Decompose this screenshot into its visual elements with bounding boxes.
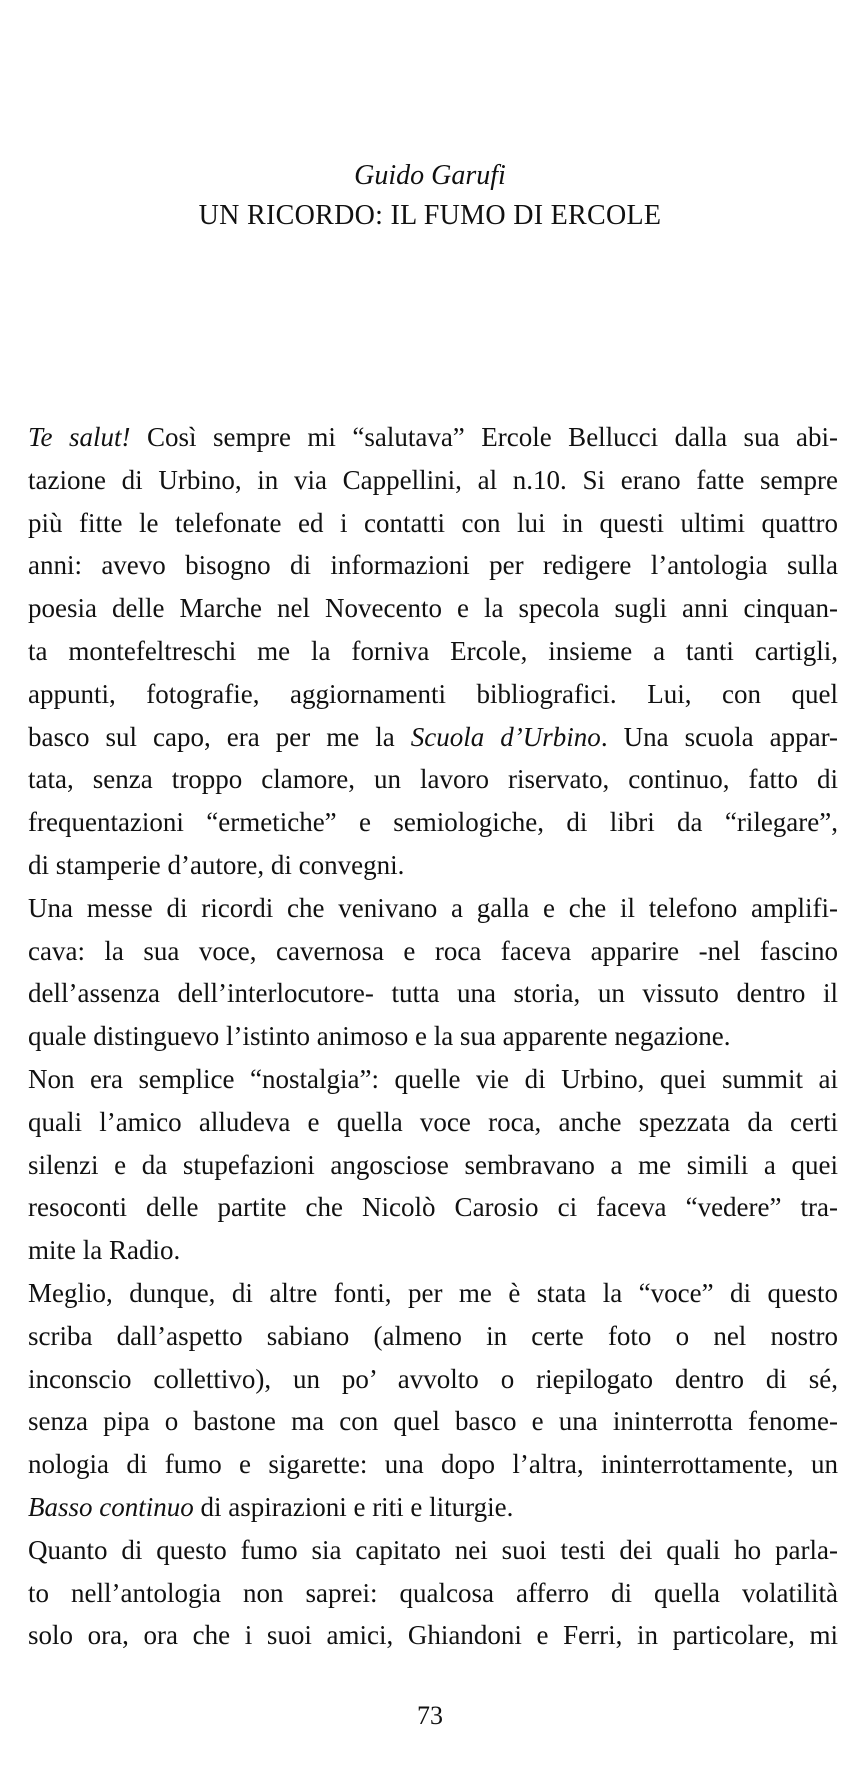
text-segment: anni: avevo bisogno di informazioni per redigere l’antologia sulla bbox=[28, 550, 838, 581]
text-segment: ta montefeltreschi me la forniva Ercole, insieme a tanti cartigli, bbox=[28, 635, 838, 666]
text-segment: senza pipa o bastone ma con quel basco e una ininterrotta fenome- bbox=[28, 1406, 838, 1437]
text-segment: solo ora, ora che i suoi amici, Ghiandoni e Ferri, in particolare, mi bbox=[28, 1620, 838, 1651]
text-segment: resoconti delle partite che Nicolò Carosio ci faceva “vedere” tra- bbox=[28, 1192, 838, 1223]
text-line bbox=[28, 844, 838, 887]
text-line bbox=[28, 1529, 838, 1572]
text-segment: di stamperie d’autore, di convegni. bbox=[28, 849, 405, 880]
text-line bbox=[28, 801, 838, 844]
text-segment: tata, senza troppo clamore, un lavoro riservato, continuo, fatto di bbox=[28, 764, 838, 795]
text-line bbox=[28, 587, 838, 630]
text-line bbox=[28, 1015, 838, 1058]
text-segment: Non era semplice “nostalgia”: quelle vie di Urbino, quei summit ai bbox=[28, 1063, 838, 1094]
text-line bbox=[28, 1614, 838, 1657]
text-segment: Così sempre mi “salutava” Ercole Bellucci dalla sua abi- bbox=[130, 422, 838, 452]
text-line bbox=[28, 630, 838, 673]
text-line bbox=[28, 1572, 838, 1615]
text-segment: tazione di Urbino, in via Cappellini, al n.10. Si erano fatte sempre bbox=[28, 464, 838, 495]
text-segment: frequentazioni “ermetiche” e semiologiche, di libri da “rilegare”, bbox=[28, 807, 838, 838]
text-segment: mite la Radio. bbox=[28, 1235, 181, 1266]
text-segment: dell’assenza dell’interlocutore- tutta una storia, un vissuto dentro il bbox=[28, 978, 838, 1009]
text-line bbox=[28, 1486, 838, 1529]
text-segment: to nell’antologia non saprei: qualcosa afferro di quella volatilità bbox=[28, 1577, 838, 1608]
text-line bbox=[28, 459, 838, 502]
text-line bbox=[28, 716, 838, 759]
text-segment: appunti, fotografie, aggiornamenti bibliografici. Lui, con quel bbox=[28, 678, 838, 709]
italic-text: Scuola d’Urbino bbox=[410, 721, 601, 752]
text-line bbox=[28, 544, 838, 587]
text-segment: scriba dall’aspetto sabiano (almeno in certe foto o nel nostro bbox=[28, 1320, 838, 1351]
text-line bbox=[28, 416, 838, 459]
article-body bbox=[28, 416, 838, 1657]
text-line bbox=[28, 1358, 838, 1401]
text-segment: più fitte le telefonate ed i contatti con lui in questi ultimi quattro bbox=[28, 507, 838, 538]
italic-text: Basso continuo bbox=[28, 1491, 194, 1522]
text-segment: nologia di fumo e sigarette: una dopo l’altra, ininterrottamente, un bbox=[28, 1449, 838, 1480]
text-line bbox=[28, 673, 838, 716]
text-line bbox=[28, 1101, 838, 1144]
text-line bbox=[28, 1186, 838, 1229]
author-name: Guido Garufi bbox=[354, 160, 506, 191]
text-segment: quali l’amico alludeva e quella voce roca, anche spezzata da certi bbox=[28, 1106, 838, 1137]
text-line bbox=[28, 1272, 838, 1315]
text-line bbox=[28, 1315, 838, 1358]
text-line bbox=[28, 758, 838, 801]
text-line bbox=[28, 502, 838, 545]
text-segment: di aspirazioni e riti e liturgie. bbox=[193, 1491, 514, 1522]
text-line bbox=[28, 930, 838, 973]
text-line bbox=[28, 1400, 838, 1443]
text-line bbox=[28, 1443, 838, 1486]
text-segment: Quanto di questo fumo sia capitato nei suoi testi dei quali ho parla- bbox=[28, 1534, 838, 1565]
text-segment: poesia delle Marche nel Novecento e la specola sugli anni cinquan- bbox=[28, 593, 838, 624]
text-line bbox=[28, 972, 838, 1015]
text-segment: silenzi e da stupefazioni angosciose sembravano a me simili a quei bbox=[28, 1149, 838, 1180]
text-segment: basco sul capo, era per me la bbox=[28, 721, 411, 752]
text-line bbox=[28, 1144, 838, 1187]
text-line bbox=[28, 887, 838, 930]
text-segment: quale distinguevo l’istinto animoso e la sua apparente negazione. bbox=[28, 1021, 731, 1052]
text-line bbox=[28, 1229, 838, 1272]
article-title: UN RICORDO: IL FUMO DI ERCOLE bbox=[198, 200, 662, 231]
text-segment: inconscio collettivo), un po’ avvolto o riepilogato dentro di sé, bbox=[28, 1363, 838, 1394]
text-segment: Meglio, dunque, di altre fonti, per me è stata la “voce” di questo bbox=[28, 1277, 838, 1308]
text-segment: Una messe di ricordi che venivano a galla e che il telefono amplifi- bbox=[28, 892, 838, 923]
text-segment: . Una scuola appar- bbox=[600, 721, 838, 752]
text-line bbox=[28, 1058, 838, 1101]
text-segment: cava: la sua voce, cavernosa e roca faceva apparire -nel fascino bbox=[28, 935, 838, 966]
italic-text: Te salut! bbox=[28, 422, 131, 452]
page-number: 73 bbox=[417, 1701, 443, 1730]
